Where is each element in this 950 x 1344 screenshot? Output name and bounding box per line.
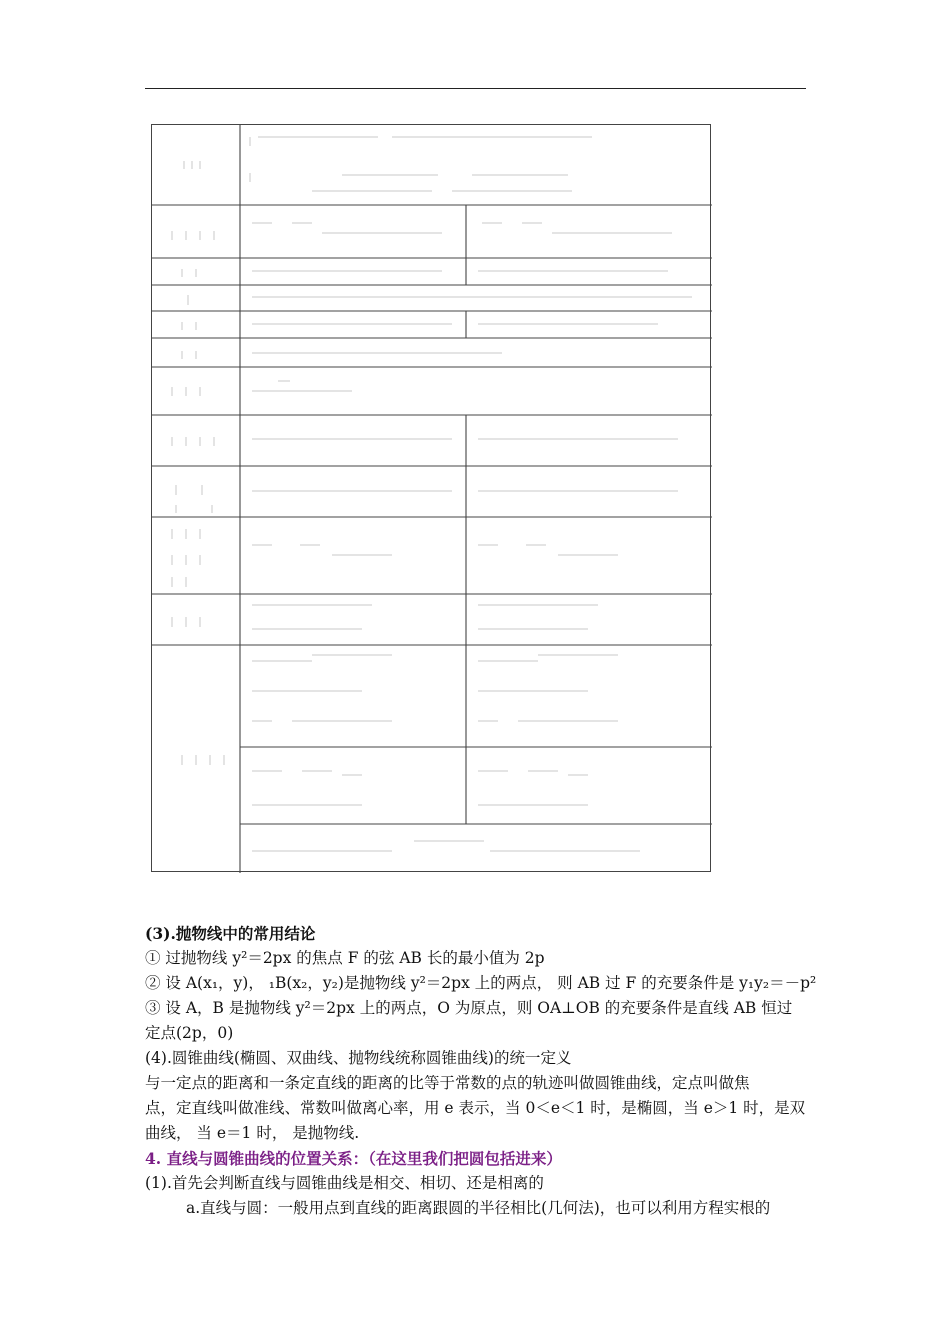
section3-heading: (3).抛物线中的常用结论 xyxy=(145,924,316,943)
section5-sub1a: a.直线与圆：一般用点到直线的距离跟圆的半径相比(几何法)，也可以利用方程实根的 xyxy=(186,1199,771,1217)
conclusion-3-line2: 定点(2p，0) xyxy=(145,1024,234,1042)
conclusion-1: ① 过抛物线 y²＝2px 的焦点 F 的弦 AB 长的最小值为 2p xyxy=(145,949,545,967)
conclusion-2: ② 设 A(x₁，y)， ₁B(x₂，y₂)是抛物线 y²＝2px 上的两点， 则 AB 过 F 的充要条件是 y₁y₂＝－p² xyxy=(145,974,817,992)
table-grid xyxy=(152,125,712,873)
header-rule xyxy=(145,88,806,89)
section5-heading: 4. 直线与圆锥曲线的位置关系：（在这里我们把圆包括进来） xyxy=(145,1149,562,1168)
faint-formula-table xyxy=(151,124,711,872)
conclusion-3-line1: ③ 设 A，B 是抛物线 y²＝2px 上的两点，O 为原点，则 OA⊥OB 的充要条件是直线 AB 恒过 xyxy=(145,999,793,1017)
section4-heading: (4).圆锥曲线(椭圆、双曲线、抛物线统称圆锥曲线)的统一定义 xyxy=(145,1049,572,1067)
definition-line3: 曲线， 当 e＝1 时， 是抛物线. xyxy=(145,1124,360,1142)
section5-sub1: (1).首先会判断直线与圆锥曲线是相交、相切、还是相离的 xyxy=(145,1174,544,1192)
definition-line2: 点，定直线叫做准线、常数叫做离心率，用 e 表示，当 0＜e＜1 时，是椭圆，当 e＞1 时，是双 xyxy=(145,1099,806,1117)
definition-line1: 与一定点的距离和一条定直线的距离的比等于常数的点的轨迹叫做圆锥曲线，定点叫做焦 xyxy=(145,1074,750,1092)
